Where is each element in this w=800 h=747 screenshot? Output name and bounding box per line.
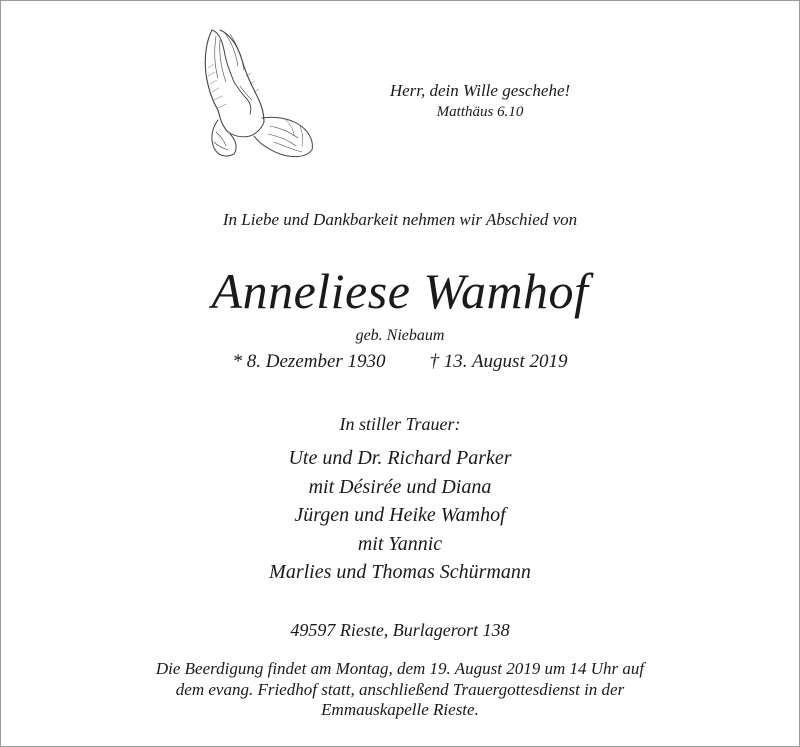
- mourners-list: [0, 444, 800, 587]
- mourner-line: Marlies und Thomas Schürmann: [269, 561, 531, 584]
- mourner-line: Jürgen und Heike Wamhof: [294, 504, 506, 527]
- birth-name: geb. Niebaum: [355, 327, 445, 344]
- death-date: † 13. August 2019: [429, 351, 568, 372]
- mourner-line: mit Yannic: [357, 532, 443, 555]
- verse-reference: Matthäus 6.10: [436, 104, 524, 120]
- funeral-line: dem evang. Friedhof statt, anschließend Trauergottesdienst in der: [175, 679, 625, 699]
- deceased-name: Anneliese Wamhof: [211, 263, 589, 319]
- praying-hands-icon: [190, 28, 320, 160]
- birth-date: * 8. Dezember 1930: [232, 351, 386, 372]
- mourners-heading: In stiller Trauer:: [339, 414, 461, 434]
- funeral-notice: [80, 659, 720, 721]
- mourner-line: Ute und Dr. Richard Parker: [288, 447, 512, 469]
- funeral-line: Emmauskapelle Rieste.: [321, 700, 479, 719]
- intro-text: In Liebe und Dankbarkeit nehmen wir Abschied von: [222, 210, 578, 229]
- mourner-line: mit Désirée und Diana: [308, 475, 492, 498]
- life-dates: [0, 351, 800, 373]
- funeral-line: Die Beerdigung findet am Montag, dem 19. August 2019 um 14 Uhr auf: [155, 659, 645, 678]
- scripture-verse: [330, 80, 630, 122]
- address: 49597 Rieste, Burlagerort 138: [290, 620, 510, 640]
- verse-quote: Herr, dein Wille geschehe!: [389, 81, 571, 100]
